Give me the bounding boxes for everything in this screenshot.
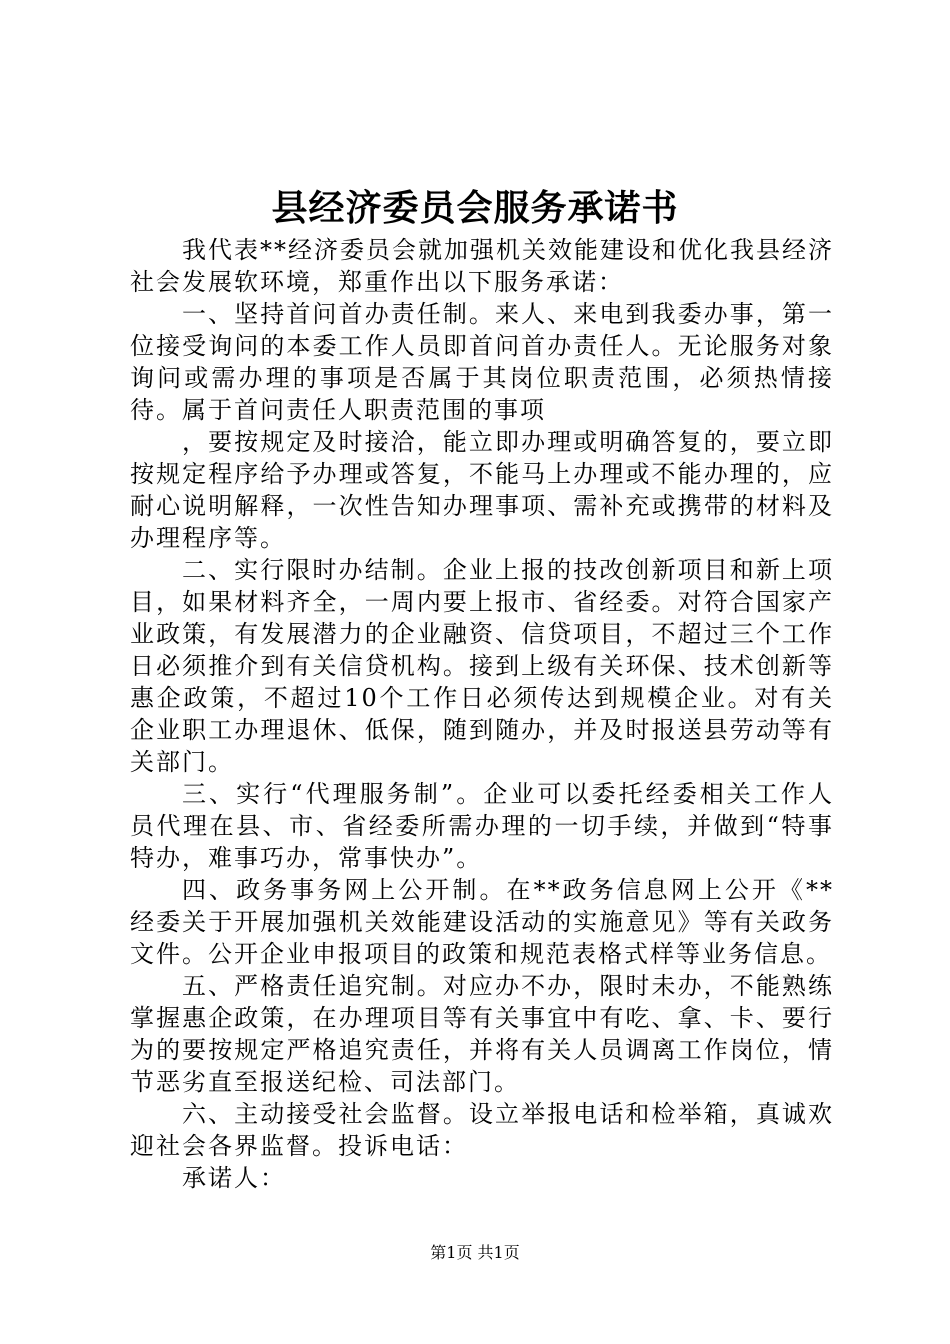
page-footer: 第1页 共1页	[430, 1243, 520, 1262]
document-body	[130, 234, 834, 1194]
paragraph-item-1-continued: ，要按规定及时接洽，能立即办理或明确答复的，要立即按规定程序给予办理或答复，不能马上办理或不能办理的，应耐心说明解释，一次性告知办理事项、需补充或携带的材料及办理程序等。	[130, 428, 834, 552]
document-title: 县经济委员会服务承诺书	[271, 187, 679, 229]
paragraph-signature: 承诺人：	[182, 1164, 286, 1192]
paragraph-intro: 我代表**经济委员会就加强机关效能建设和优化我县经济社会发展软环境，郑重作出以下服务承诺：	[130, 236, 834, 296]
paragraph-item-4: 四、政务事务网上公开制。在**政务信息网上公开《**经委关于开展加强机关效能建设活动的实施意见》等有关政务文件。公开企业申报项目的政策和规范表格式样等业务信息。	[130, 876, 834, 968]
paragraph-item-3: 三、实行“代理服务制”。企业可以委托经委相关工作人员代理在县、市、省经委所需办理的一切手续，并做到“特事特办，难事巧办，常事快办”。	[130, 780, 834, 872]
paragraph-item-2: 二、实行限时办结制。企业上报的技改创新项目和新上项目，如果材料齐全，一周内要上报市、省经委。对符合国家产业政策，有发展潜力的企业融资、信贷项目，不超过三个工作日必须推介到有关信贷机构。接到上级有关环保、技术创新等惠企政策，不超过10个工作日必须传达到规模企业。对有关企业职工办理退休、低保，随到随办，并及时报送县劳动等有关部门。	[130, 556, 834, 776]
paragraph-item-5: 五、严格责任追究制。对应办不办，限时未办，不能熟练掌握惠企政策，在办理项目等有关事宜中有吃、拿、卡、要行为的要按规定严格追究责任，并将有关人员调离工作岗位，情节恶劣直至报送纪检、司法部门。	[130, 972, 834, 1096]
paragraph-item-1: 一、坚持首问首办责任制。来人、来电到我委办事，第一位接受询问的本委工作人员即首问首办责任人。无论服务对象询问或需办理的事项是否属于其岗位职责范围，必须热情接待。属于首问责任人职责范围的事项	[130, 300, 834, 424]
paragraph-item-6: 六、主动接受社会监督。设立举报电话和检举箱，真诚欢迎社会各界监督。投诉电话：	[130, 1100, 834, 1160]
